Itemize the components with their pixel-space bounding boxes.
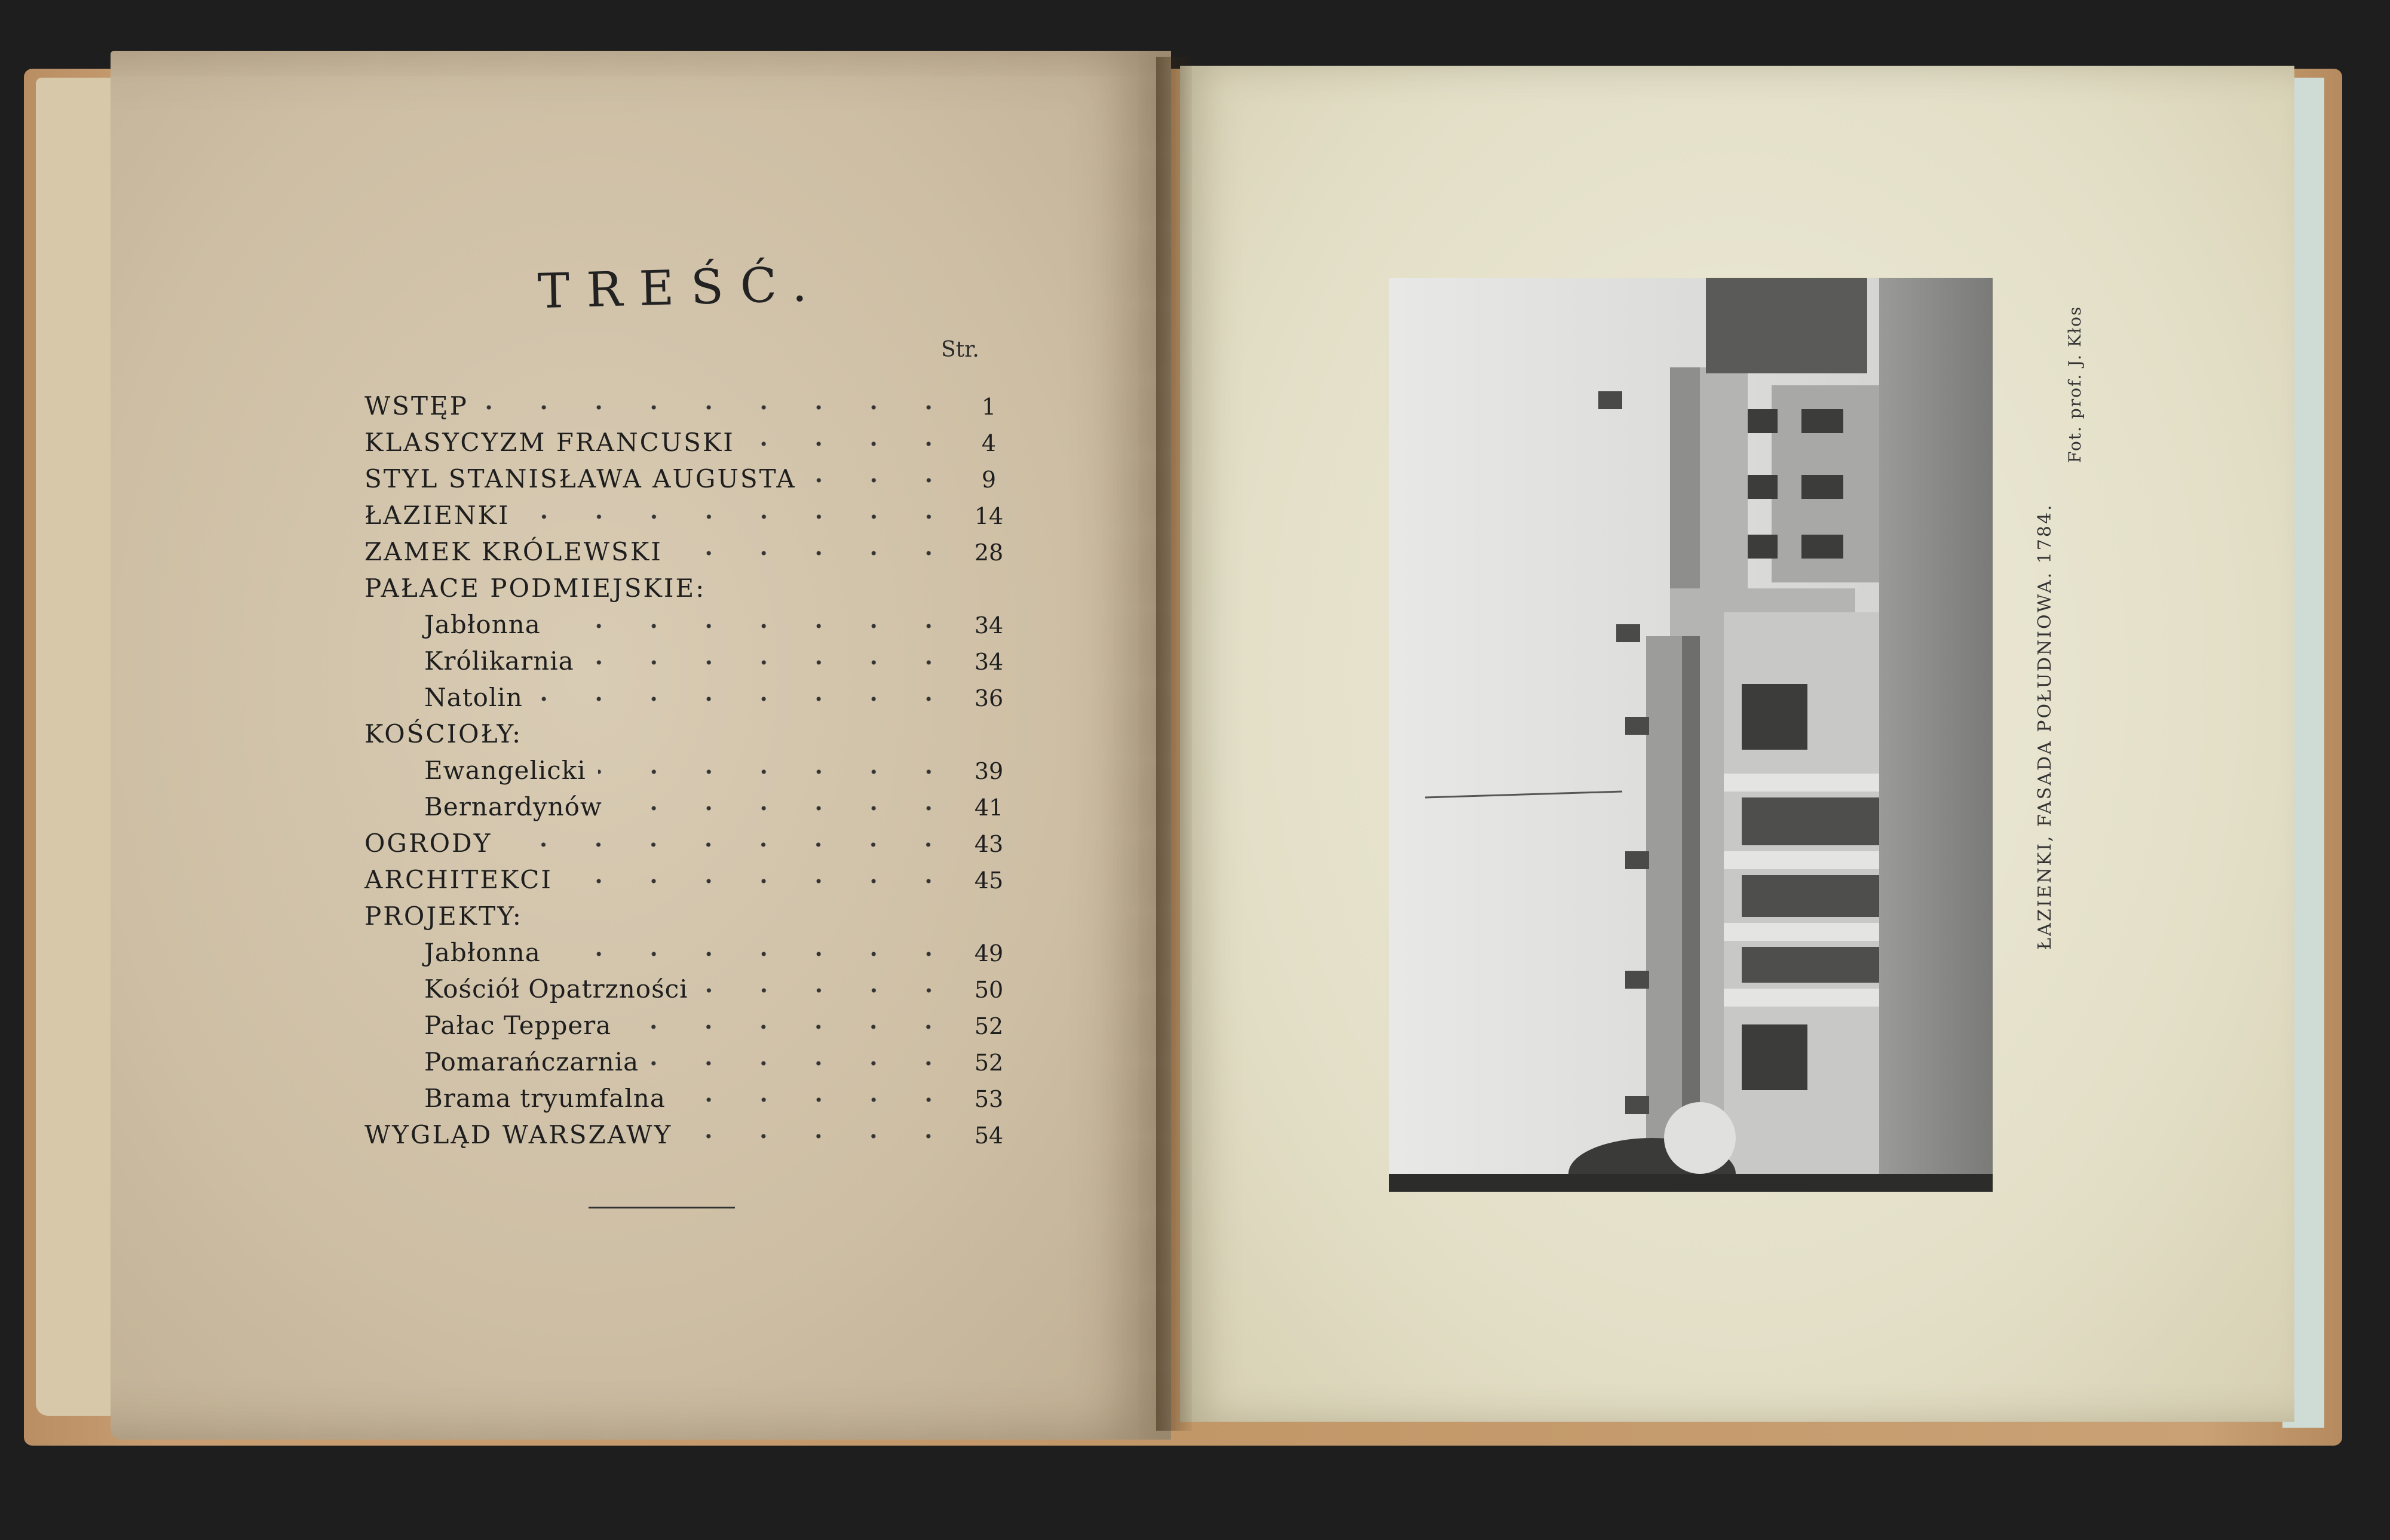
toc-entry	[424, 1084, 1010, 1116]
toc-entry-label: Natolin	[424, 683, 523, 712]
toc-leader-dots	[504, 842, 956, 848]
toc-leader-dots	[678, 1097, 956, 1103]
toc-entry-page: 1	[981, 394, 997, 420]
toc-entry	[364, 573, 1010, 606]
toc-entry	[364, 719, 1010, 751]
toc-entry-label: ARCHITEKCI	[364, 865, 553, 894]
toc-entry-page: 34	[974, 649, 1004, 675]
toc-entry	[364, 391, 1010, 424]
toc-leader-dots	[808, 477, 956, 483]
toc-leader-dots	[522, 514, 956, 520]
plate-caption: ŁAZIENKI, FASADA POŁUDNIOWA. 1784.	[2034, 503, 2055, 950]
toc-entry	[364, 428, 1010, 460]
toc-entry-page: 9	[981, 467, 997, 493]
toc-entry-page: 4	[981, 430, 997, 456]
toc-entry	[424, 646, 1010, 679]
toc-leader-dots	[675, 550, 956, 556]
toc-entry-page: 50	[974, 977, 1004, 1003]
toc-leader-dots	[684, 1133, 956, 1139]
palace-photo-image	[1389, 278, 1993, 1192]
toc-entry	[424, 756, 1010, 788]
toc-entry-label: Ewangelicki	[424, 756, 586, 785]
toc-entry-label: Bernardynów	[424, 792, 602, 821]
toc-entry-label: KOŚCIOŁY:	[364, 719, 523, 748]
toc-entry-page: 34	[974, 612, 1004, 639]
toc-title: TREŚĆ.	[537, 256, 825, 320]
plate-photo	[1389, 278, 1993, 1192]
toc-entry	[424, 1011, 1010, 1043]
toc-entry	[364, 865, 1010, 897]
toc-leader-dots	[586, 659, 956, 665]
toc-entry-page: 39	[974, 758, 1004, 784]
toc-entry-page: 53	[974, 1086, 1004, 1112]
toc-entry-label: STYL STANISŁAWA AUGUSTA	[364, 464, 796, 493]
toc-entry	[364, 901, 1010, 934]
toc-entry-label: Kościół Opatrzności	[424, 974, 688, 1004]
toc-entry-page: 14	[974, 503, 1004, 529]
toc-leader-dots	[747, 441, 956, 447]
toc-entry-label: PAŁACE PODMIEJSKIE:	[364, 573, 706, 603]
toc-entry-label: Brama tryumfalna	[424, 1084, 666, 1113]
toc-entry	[364, 1120, 1010, 1152]
toc-entry	[364, 501, 1010, 533]
toc-entry-label: Królikarnia	[424, 646, 574, 676]
toc-entry	[424, 1047, 1010, 1079]
toc-entry-page: 52	[974, 1013, 1004, 1039]
toc-leader-dots	[553, 951, 956, 957]
toc-entry	[364, 537, 1010, 569]
toc-entry-page: 49	[974, 940, 1004, 967]
end-rule	[589, 1207, 735, 1208]
photo-credit: Fot. prof. J. Kłos	[2065, 305, 2085, 463]
toc-leader-dots	[553, 623, 956, 629]
toc-entry-label: KLASYCYZM FRANCUSKI	[364, 428, 735, 457]
toc-entry	[424, 610, 1010, 642]
toc-leader-dots	[700, 987, 956, 993]
toc-leader-dots	[651, 1060, 956, 1066]
toc-entry-label: Pomarańczarnia	[424, 1047, 639, 1076]
toc-entry-page: 45	[974, 867, 1004, 894]
toc-entry	[424, 974, 1010, 1007]
toc-entry-label: ZAMEK KRÓLEWSKI	[364, 537, 663, 566]
toc-entry-page: 52	[974, 1050, 1004, 1076]
toc-leader-dots	[614, 805, 956, 811]
toc-entry-label: OGRODY	[364, 829, 492, 858]
page-edges-left	[36, 78, 120, 1416]
toc-leader-dots	[623, 1024, 956, 1030]
toc-leader-dots	[535, 696, 956, 702]
toc-leader-dots	[565, 878, 956, 884]
toc-entry-label: ŁAZIENKI	[364, 501, 510, 530]
toc-entry-page: 54	[974, 1122, 1004, 1149]
toc-entry-page: 41	[974, 794, 1004, 821]
toc-entry-page: 43	[974, 831, 1004, 857]
toc-entry-page: 36	[974, 685, 1004, 711]
page-column-label: Str.	[941, 338, 979, 362]
toc-leader-dots	[480, 404, 956, 410]
book-gutter	[1156, 57, 1192, 1431]
toc-entry	[424, 792, 1010, 824]
toc-entry	[364, 829, 1010, 861]
toc-entry-label: Jabłonna	[424, 610, 541, 639]
toc-entry	[424, 683, 1010, 715]
toc-entry-label: WYGLĄD WARSZAWY	[364, 1120, 673, 1149]
toc-leader-dots	[598, 769, 956, 775]
toc-entry	[364, 464, 1010, 496]
toc-entry	[424, 938, 1010, 970]
toc-entry-label: PROJEKTY:	[364, 901, 523, 931]
toc-entry-label: Jabłonna	[424, 938, 541, 967]
toc-entry-label: WSTĘP	[364, 391, 468, 421]
toc-entry-label: Pałac Teppera	[424, 1011, 612, 1040]
toc-entry-page: 28	[974, 539, 1004, 566]
